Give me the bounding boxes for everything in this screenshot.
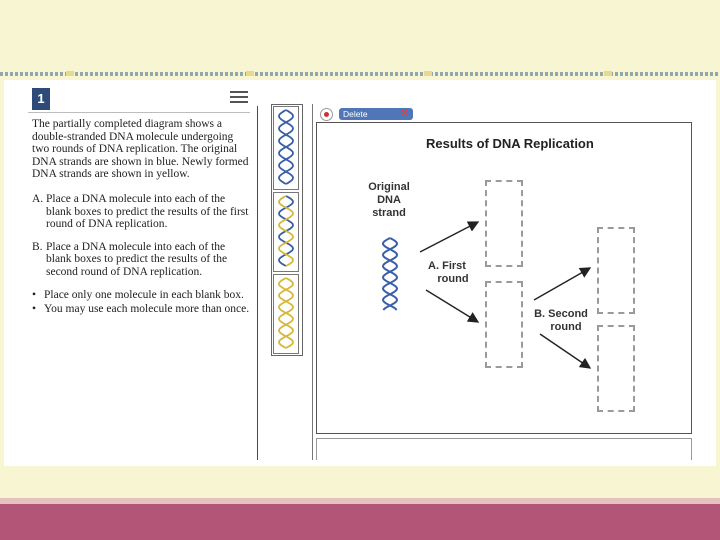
arrow-to-first-box (420, 222, 478, 252)
arrow-to-fourth-box (540, 334, 590, 368)
diagram-title: Results of DNA Replication (426, 136, 594, 151)
original-strand-label: Original DNA strand (368, 181, 410, 219)
original-dna-helix (383, 238, 397, 310)
first-round-label: A. First round (428, 260, 469, 285)
arrow-to-third-box (534, 268, 590, 300)
footer-bar (0, 504, 720, 540)
instruction-item: • You may use each molecule more than once. (32, 303, 250, 316)
arrow-to-second-box (426, 290, 478, 322)
question-intro: The partially completed diagram shows a double-stranded DNA molecule undergoing two rounds of DNA replication. The original DNA strands are shown in blue. Newly formed DNA strands are shown in yellow. (32, 118, 249, 181)
delete-label: Delete (343, 109, 368, 119)
question-number-badge: 1 (32, 88, 50, 110)
close-icon[interactable]: ✕ (400, 108, 409, 119)
item-label: B. (32, 240, 43, 253)
item-label: A. (32, 192, 44, 205)
instruction-item: • Place only one molecule in each blank box. (32, 288, 244, 301)
item-text: Place a DNA molecule into each of the blank boxes to predict the results of the second round of DNA replication. (46, 240, 228, 278)
second-round-label: B. Second round (534, 308, 588, 333)
item-text: Place a DNA molecule into each of the blank boxes to predict the results of the first round of DNA replication. (46, 192, 249, 231)
